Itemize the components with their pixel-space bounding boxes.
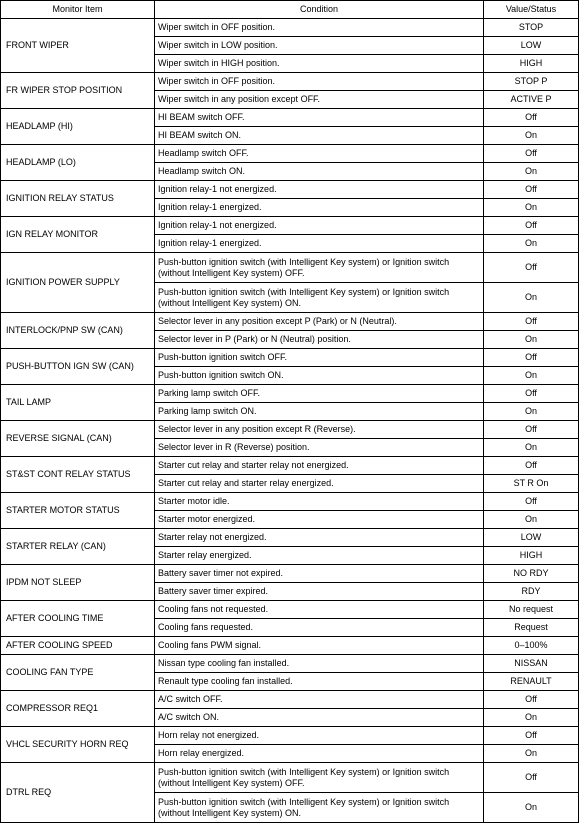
table-header-row [1, 1, 579, 19]
header-monitor-item: Monitor Item [1, 1, 155, 19]
value-status-cell: Off [484, 421, 579, 439]
value-status-cell: No request [484, 601, 579, 619]
condition-cell: Battery saver timer not expired. [155, 565, 484, 583]
monitor-item-cell: DTRL REQ [1, 763, 155, 823]
value-status-cell: On [484, 283, 579, 313]
table-row [1, 109, 579, 127]
condition-cell: Parking lamp switch ON. [155, 403, 484, 421]
table-row [1, 421, 579, 439]
condition-cell: A/C switch ON. [155, 709, 484, 727]
monitor-item-cell: IGNITION RELAY STATUS [1, 181, 155, 217]
monitor-item-cell: IGNITION POWER SUPPLY [1, 253, 155, 313]
condition-cell: Parking lamp switch OFF. [155, 385, 484, 403]
monitor-item-cell: STARTER RELAY (CAN) [1, 529, 155, 565]
value-status-cell: Off [484, 145, 579, 163]
condition-cell: Headlamp switch ON. [155, 163, 484, 181]
table-row [1, 181, 579, 199]
monitor-item-cell: VHCL SECURITY HORN REQ [1, 727, 155, 763]
table-row [1, 655, 579, 673]
condition-cell: Ignition relay-1 energized. [155, 235, 484, 253]
table-row [1, 457, 579, 475]
condition-cell: Starter relay energized. [155, 547, 484, 565]
value-status-cell: Off [484, 691, 579, 709]
value-status-cell: LOW [484, 37, 579, 55]
value-status-cell: Off [484, 181, 579, 199]
table-row [1, 253, 579, 283]
table-row [1, 313, 579, 331]
table-row [1, 73, 579, 91]
condition-cell: Starter cut relay and starter relay not energized. [155, 457, 484, 475]
value-status-cell: On [484, 745, 579, 763]
condition-cell: HI BEAM switch OFF. [155, 109, 484, 127]
table-row [1, 691, 579, 709]
condition-cell: Ignition relay-1 not energized. [155, 181, 484, 199]
value-status-cell: Off [484, 313, 579, 331]
monitor-item-cell: AFTER COOLING SPEED [1, 637, 155, 655]
value-status-cell: ST R On [484, 475, 579, 493]
value-status-cell: On [484, 331, 579, 349]
monitor-item-cell: INTERLOCK/PNP SW (CAN) [1, 313, 155, 349]
value-status-cell: ACTIVE P [484, 91, 579, 109]
monitor-item-cell: TAIL LAMP [1, 385, 155, 421]
table-row [1, 565, 579, 583]
header-value-status: Value/Status [484, 1, 579, 19]
monitor-item-cell: AFTER COOLING TIME [1, 601, 155, 637]
condition-cell: Wiper switch in LOW position. [155, 37, 484, 55]
condition-cell: Selector lever in any position except R (Reverse). [155, 421, 484, 439]
monitor-item-cell: IGN RELAY MONITOR [1, 217, 155, 253]
value-status-cell: LOW [484, 529, 579, 547]
table-row [1, 349, 579, 367]
value-status-cell: STOP P [484, 73, 579, 91]
table-body [1, 19, 579, 823]
condition-cell: Wiper switch in OFF position. [155, 73, 484, 91]
value-status-cell: On [484, 163, 579, 181]
condition-cell: Battery saver timer expired. [155, 583, 484, 601]
table-row [1, 763, 579, 793]
condition-cell: Push-button ignition switch OFF. [155, 349, 484, 367]
condition-cell: Starter relay not energized. [155, 529, 484, 547]
table-row [1, 217, 579, 235]
condition-cell: Selector lever in R (Reverse) position. [155, 439, 484, 457]
value-status-cell: On [484, 235, 579, 253]
monitor-item-cell: COOLING FAN TYPE [1, 655, 155, 691]
value-status-cell: NO RDY [484, 565, 579, 583]
value-status-cell: RENAULT [484, 673, 579, 691]
condition-cell: Wiper switch in OFF position. [155, 19, 484, 37]
value-status-cell: Off [484, 253, 579, 283]
value-status-cell: On [484, 127, 579, 145]
value-status-cell: On [484, 403, 579, 421]
table-row [1, 727, 579, 745]
value-status-cell: HIGH [484, 55, 579, 73]
condition-cell: Horn relay energized. [155, 745, 484, 763]
condition-cell: Wiper switch in any position except OFF. [155, 91, 484, 109]
monitor-item-cell: FR WIPER STOP POSITION [1, 73, 155, 109]
monitor-item-cell: PUSH-BUTTON IGN SW (CAN) [1, 349, 155, 385]
value-status-cell: On [484, 793, 579, 823]
value-status-cell: On [484, 367, 579, 385]
value-status-cell: Off [484, 493, 579, 511]
table-row [1, 19, 579, 37]
value-status-cell: Off [484, 457, 579, 475]
condition-cell: Push-button ignition switch (with Intelligent Key system) or Ignition switch (without Intelligent Key system) OFF. [155, 763, 484, 793]
condition-cell: Nissan type cooling fan installed. [155, 655, 484, 673]
condition-cell: Cooling fans not requested. [155, 601, 484, 619]
condition-cell: Starter motor energized. [155, 511, 484, 529]
condition-cell: Push-button ignition switch (with Intelligent Key system) or Ignition switch (without Intelligent Key system) ON. [155, 283, 484, 313]
value-status-cell: On [484, 199, 579, 217]
condition-cell: Push-button ignition switch (with Intelligent Key system) or Ignition switch (without Intelligent Key system) OFF. [155, 253, 484, 283]
table-row [1, 601, 579, 619]
table-row [1, 493, 579, 511]
condition-cell: Push-button ignition switch (with Intelligent Key system) or Ignition switch (without Intelligent Key system) ON. [155, 793, 484, 823]
monitor-item-cell: REVERSE SIGNAL (CAN) [1, 421, 155, 457]
condition-cell: Selector lever in any position except P (Park) or N (Neutral). [155, 313, 484, 331]
condition-cell: A/C switch OFF. [155, 691, 484, 709]
value-status-cell: On [484, 511, 579, 529]
monitor-item-cell: HEADLAMP (LO) [1, 145, 155, 181]
condition-cell: HI BEAM switch ON. [155, 127, 484, 145]
value-status-cell: NISSAN [484, 655, 579, 673]
table-row [1, 637, 579, 655]
condition-cell: Wiper switch in HIGH position. [155, 55, 484, 73]
condition-cell: Ignition relay-1 not energized. [155, 217, 484, 235]
value-status-cell: Request [484, 619, 579, 637]
condition-cell: Selector lever in P (Park) or N (Neutral) position. [155, 331, 484, 349]
value-status-cell: Off [484, 763, 579, 793]
condition-cell: Starter motor idle. [155, 493, 484, 511]
condition-cell: Cooling fans PWM signal. [155, 637, 484, 655]
value-status-cell: Off [484, 385, 579, 403]
value-status-cell: On [484, 439, 579, 457]
value-status-cell: Off [484, 349, 579, 367]
monitor-item-cell: IPDM NOT SLEEP [1, 565, 155, 601]
value-status-cell: Off [484, 727, 579, 745]
monitor-item-cell: FRONT WIPER [1, 19, 155, 73]
monitor-item-cell: ST&ST CONT RELAY STATUS [1, 457, 155, 493]
condition-cell: Push-button ignition switch ON. [155, 367, 484, 385]
value-status-cell: 0–100% [484, 637, 579, 655]
value-status-cell: Off [484, 217, 579, 235]
monitor-item-cell: STARTER MOTOR STATUS [1, 493, 155, 529]
table-row [1, 145, 579, 163]
table-row [1, 529, 579, 547]
condition-cell: Horn relay not energized. [155, 727, 484, 745]
header-condition: Condition [155, 1, 484, 19]
condition-cell: Ignition relay-1 energized. [155, 199, 484, 217]
value-status-cell: RDY [484, 583, 579, 601]
condition-cell: Cooling fans requested. [155, 619, 484, 637]
monitor-item-cell: HEADLAMP (HI) [1, 109, 155, 145]
condition-cell: Headlamp switch OFF. [155, 145, 484, 163]
value-status-cell: STOP [484, 19, 579, 37]
condition-cell: Starter cut relay and starter relay energized. [155, 475, 484, 493]
value-status-cell: Off [484, 109, 579, 127]
value-status-cell: HIGH [484, 547, 579, 565]
condition-cell: Renault type cooling fan installed. [155, 673, 484, 691]
value-status-cell: On [484, 709, 579, 727]
table-row [1, 385, 579, 403]
monitor-item-cell: COMPRESSOR REQ1 [1, 691, 155, 727]
